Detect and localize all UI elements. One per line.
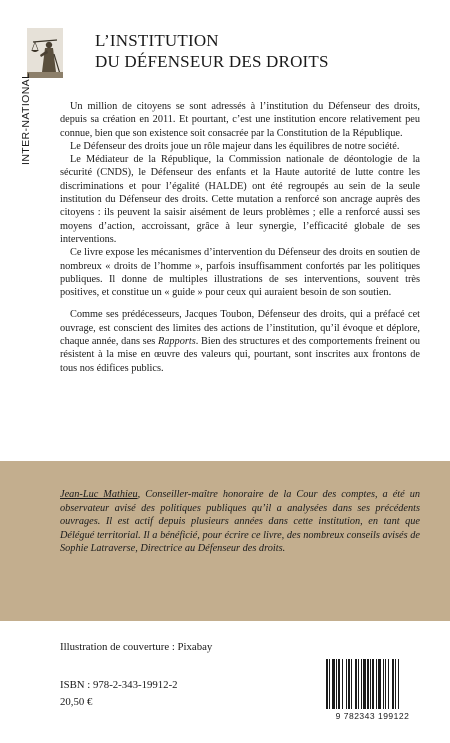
barcode-bar: [326, 659, 328, 709]
barcode-bar: [351, 659, 352, 709]
paragraph-5-before: Comme ses prédécesseurs, Jacques Toubon, Défenseur des droits, qui a préfacé cet ouvrage, est conscient des limites des actions de l’institution, qu’il évoque et déplore, chaque année, dans ses: [60, 309, 420, 348]
barcode-bar: [378, 659, 381, 709]
barcode-bar: [383, 659, 384, 709]
back-cover-text: [60, 100, 420, 375]
barcode-bar: [332, 659, 335, 709]
barcode-bar: [372, 659, 374, 709]
paragraph-5: [60, 308, 420, 374]
barcode-bar: [355, 659, 357, 709]
barcode-bar: [388, 659, 389, 709]
barcode-bar: [398, 659, 399, 709]
author-bio-text: , Conseiller-maître honoraire de la Cour des comptes, a été un observateur avisé des politiques publiques qu’il a analysées dans ses précédents ouvrages. Il est actif depuis plusieurs années dans cette institution, en tant que Délégué territorial. Il a bénéficié, pour écrire ce livre, des nombreux conseils avisés de Sophie Latraverse, Directrice au Défenseur des droits.: [60, 489, 420, 554]
title-line-1: L’INSTITUTION: [95, 31, 219, 50]
barcode-bar: [329, 659, 330, 709]
paragraph-4: Ce livre expose les mécanismes d’intervention du Défenseur des droits en soutien de nombreux « droits de l’homme », parfois insuffisamment confortés par les politiques publiques. Il donne de multiples illustrations de ses interventions, souvent très positives, et constitue un « guide » pour ceux qui auraient besoin de son soutien.: [60, 247, 420, 299]
justice-statue-icon: [27, 28, 63, 78]
collection-label: INTER-NATIONAL: [20, 72, 32, 165]
paragraph-1: Un million de citoyens se sont adressés à l’institution du Défenseur des droits, depuis sa création en 2011. Et pourtant, c’est une institution encore relativement peu connue, bien que son existence soit consacrée par la Constitution de la République.: [60, 101, 420, 139]
paragraph-2: Le Défenseur des droits joue un rôle majeur dans les équilibres de notre société.: [70, 140, 400, 152]
barcode-bar: [376, 659, 377, 709]
paragraph-5-emph: Rapports: [157, 336, 196, 348]
price: 20,50 €: [60, 696, 93, 708]
barcode-bar: [338, 659, 340, 709]
paragraph-3: Le Médiateur de la République, la Commission nationale de déontologie de la sécurité (CNDS), le Défenseur des enfants et la Haute autorité de lutte contre les discriminations et pour l’égalité (HALDE) ont été regroupés au sein de la seule institution du Défenseur des droits. Cette mutation a renforcé son ancrage auprès des citoyens : ils peuvent la saisir aisément de leurs problèmes ; elle a renforcé aussi ses moyens d’action, accroissant, grâce à leur synergie, l’efficacité globale de ses interventions.: [60, 154, 420, 245]
title-line-2: DU DÉFENSEUR DES DROITS: [95, 52, 329, 71]
barcode-number: 9 782343 199122: [335, 711, 410, 721]
barcode-bar: [361, 659, 362, 709]
barcode-bar: [392, 659, 394, 709]
barcode-bar: [342, 659, 343, 709]
barcode-bar: [395, 659, 396, 709]
barcode-bar: [385, 659, 386, 709]
barcode-bar: [358, 659, 359, 709]
author-bio: [60, 488, 420, 556]
author-name: Jean-Luc Mathieu: [60, 489, 138, 500]
barcode-bar: [370, 659, 371, 709]
isbn: ISBN : 978-2-343-19912-2: [60, 679, 178, 691]
barcode-bar: [346, 659, 347, 709]
paragraph-5-after: . Bien des structures et des comportements freinent ou résistent à la mise en œuvre des valeurs qui, pourtant, sont inscrites aux frontons de tous nos édifices publics.: [60, 336, 420, 374]
barcode-icon: [320, 655, 425, 723]
barcode-bar: [348, 659, 350, 709]
book-title: [95, 30, 329, 72]
barcode-bar: [363, 659, 366, 709]
cover-credit: Illustration de couverture : Pixabay: [60, 641, 213, 653]
barcode-bar: [367, 659, 369, 709]
barcode-bar: [336, 659, 337, 709]
